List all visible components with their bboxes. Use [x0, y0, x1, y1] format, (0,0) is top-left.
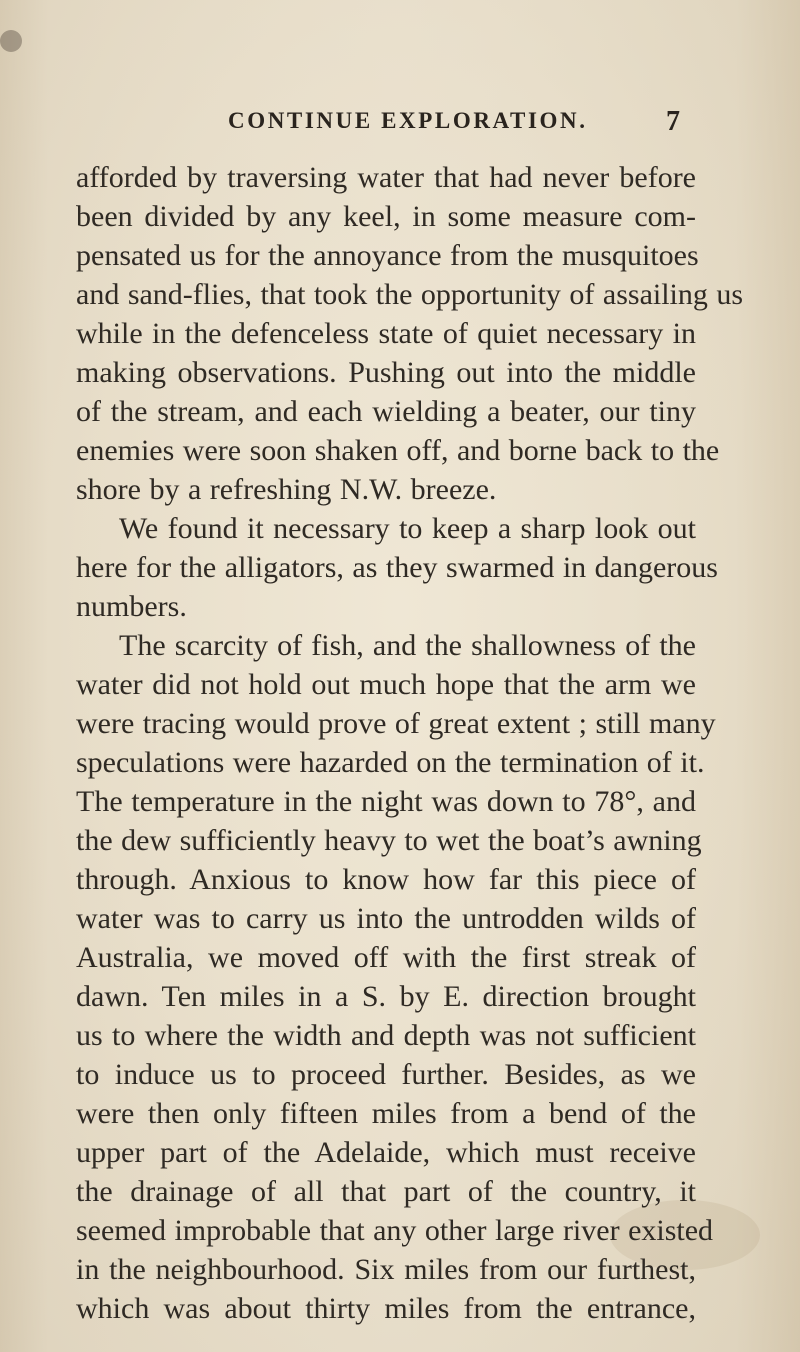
text-line: seemed improbable that any other large river existed [76, 1214, 714, 1247]
text-line: were tracing would prove of great extent ; still many [76, 707, 716, 740]
text-line: to induce us to proceed further. Besides, as we [76, 1058, 696, 1091]
text-line: making observations. Pushing out into the middle [76, 356, 696, 389]
text-line: shore by a refreshing N.W. breeze. [76, 473, 497, 506]
text-line: The scarcity of fish, and the shallowness of the [119, 629, 696, 662]
text-line: were then only fifteen miles from a bend of the [76, 1097, 696, 1130]
text-line: pensated us for the annoyance from the musquitoes [76, 239, 699, 272]
text-line: afforded by traversing water that had never before [76, 161, 696, 194]
page-number: 7 [666, 106, 680, 137]
text-line: through. Anxious to know how far this piece of [76, 863, 696, 896]
text-line: here for the alligators, as they swarmed in dangerous [76, 551, 718, 584]
text-line: been divided by any keel, in some measure com- [76, 200, 696, 233]
running-head [0, 108, 800, 144]
text-line: numbers. [76, 590, 187, 623]
text-line: the dew sufficiently heavy to wet the boat’s awning [76, 824, 702, 857]
text-line: water did not hold out much hope that the arm we [76, 668, 696, 701]
text-line: We found it necessary to keep a sharp look out [119, 512, 696, 545]
text-line: Australia, we moved off with the first streak of [76, 941, 696, 974]
text-line: upper part of the Adelaide, which must receive [76, 1136, 696, 1169]
text-line: us to where the width and depth was not sufficient [76, 1019, 696, 1052]
text-line: while in the defenceless state of quiet necessary in [76, 317, 696, 350]
text-line: speculations were hazarded on the termination of it. [76, 746, 705, 779]
text-line: of the stream, and each wielding a beater, our tiny [76, 395, 696, 428]
text-line: dawn. Ten miles in a S. by E. direction brought [76, 980, 696, 1013]
text-line: the drainage of all that part of the country, it [76, 1175, 696, 1208]
text-line: water was to carry us into the untrodden wilds of [76, 902, 696, 935]
text-line: and sand-flies, that took the opportunity of assailing us [76, 278, 744, 311]
text-line: in the neighbourhood. Six miles from our furthest, [76, 1253, 696, 1286]
paper-stain [0, 30, 22, 52]
text-line: which was about thirty miles from the entrance, [76, 1292, 696, 1325]
text-line: enemies were soon shaken off, and borne back to the [76, 434, 720, 467]
running-title: CONTINUE EXPLORATION. [228, 108, 588, 133]
text-line: The temperature in the night was down to 78°, and [76, 785, 696, 818]
